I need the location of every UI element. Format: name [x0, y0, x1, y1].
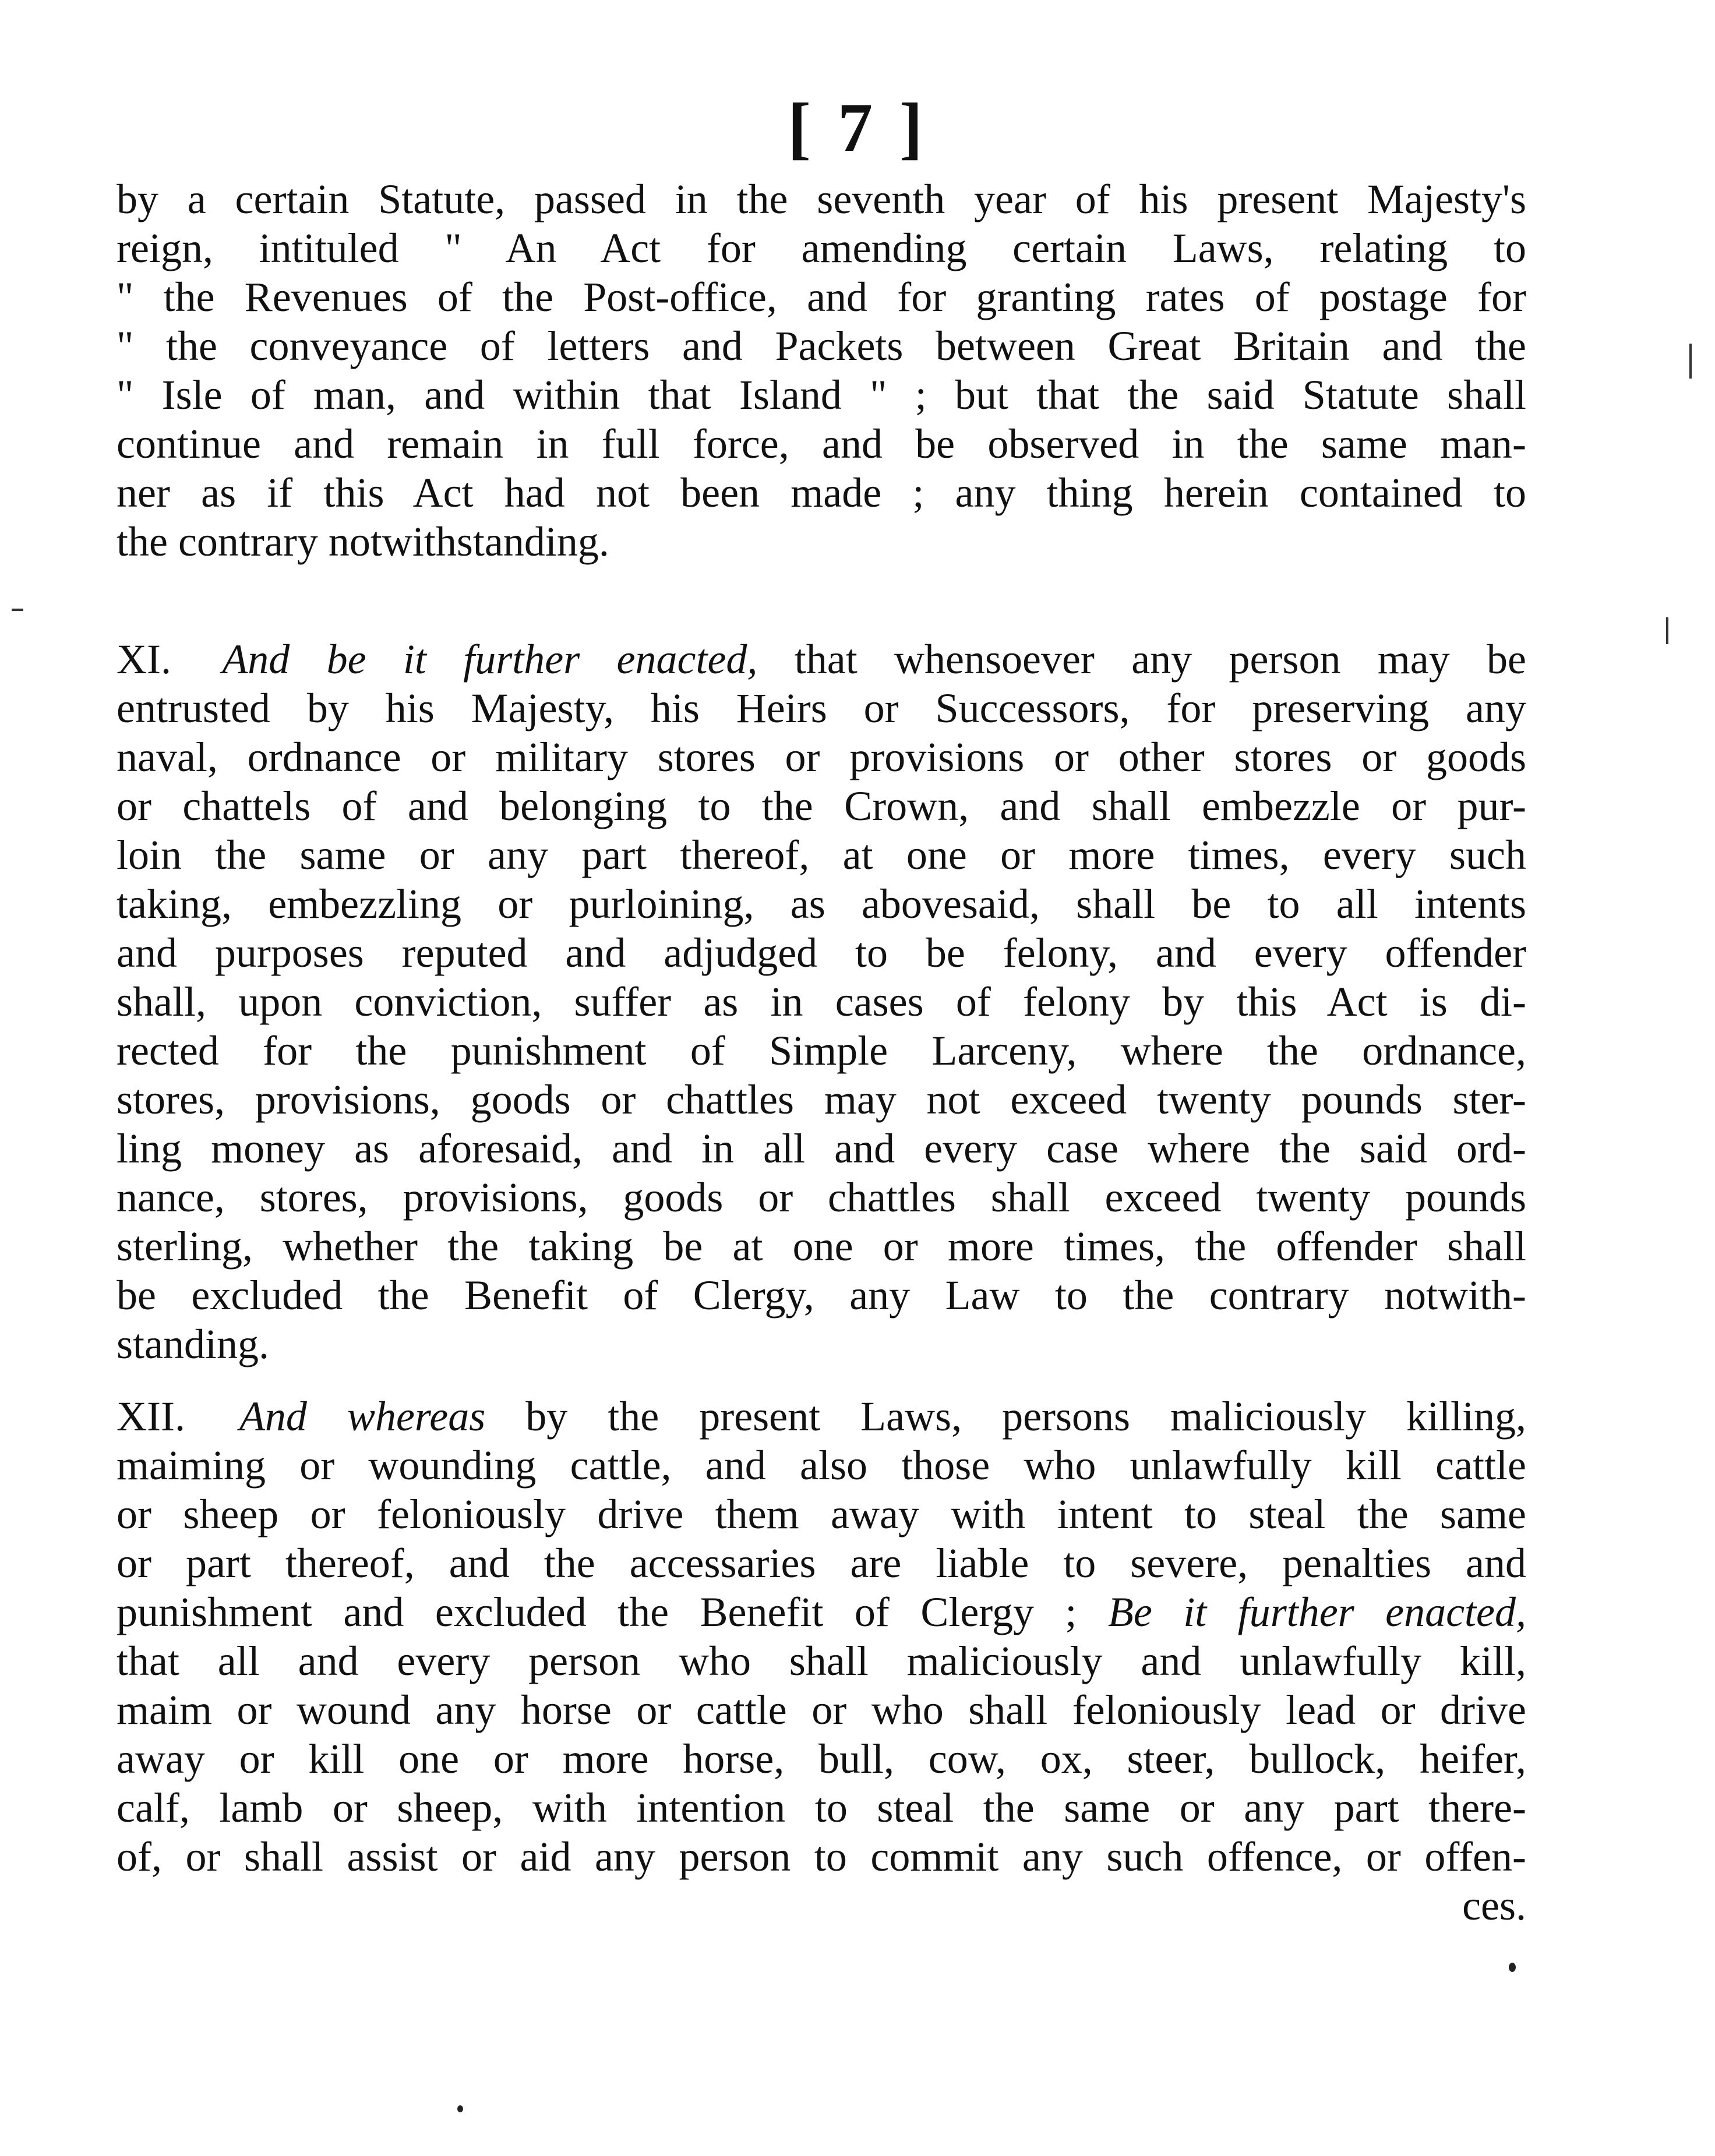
- section-number: XII.: [117, 1393, 185, 1440]
- text-line: ner as if this Act had not been made ; any thing herein contained to: [117, 469, 1526, 516]
- section-number: XI.: [117, 636, 171, 683]
- italic-lead: And be it further enacted,: [222, 636, 758, 683]
- text-line: maim or wound any horse or cattle or who shall feloniously lead or drive: [117, 1687, 1526, 1733]
- paragraph-continued: [117, 175, 1526, 566]
- scan-speck: [457, 2105, 463, 2112]
- text-line-with-italic: [117, 1588, 1526, 1637]
- text-line: be excluded the Benefit of Clergy, any Law to the contrary notwith-: [117, 1272, 1526, 1319]
- text-line: maiming or wounding cattle, and also those who unlawfully kill cattle: [117, 1442, 1526, 1489]
- text-line: " Isle of man, and within that Island " ; but that the said Statute shall: [117, 372, 1526, 418]
- text-line: that all and every person who shall maliciously and unlawfully kill,: [117, 1638, 1526, 1684]
- text-line: and purposes reputed and adjudged to be felony, and every offender: [117, 929, 1526, 976]
- scan-mark: [1689, 344, 1692, 379]
- text-line: continue and remain in full force, and be observed in the same man-: [117, 420, 1526, 467]
- scan-speck: [1509, 1963, 1516, 1972]
- text-line: or part thereof, and the accessaries are liable to severe, penalties and: [117, 1540, 1526, 1586]
- text-line-start: punishment and excluded the Benefit of Clergy ;: [117, 1589, 1077, 1635]
- text-line: " the conveyance of letters and Packets between Great Britain and the: [117, 323, 1526, 369]
- text-line: of, or shall assist or aid any person to commit any such offence, or offen-: [117, 1833, 1526, 1880]
- text-line: shall, upon conviction, suffer as in cases of felony by this Act is di-: [117, 978, 1526, 1025]
- text-line: or sheep or feloniously drive them away with intent to steal the same: [117, 1491, 1526, 1538]
- paragraph-section-11: [117, 635, 1526, 1369]
- text-line: entrusted by his Majesty, his Heirs or Successors, for preserving any: [117, 685, 1526, 731]
- text-line: " the Revenues of the Post-office, and for granting rates of postage for: [117, 274, 1526, 320]
- text-line: calf, lamb or sheep, with intention to steal the same or any part there-: [117, 1784, 1526, 1831]
- catchword: ces.: [1462, 1882, 1526, 1929]
- text-line-rest: that whensoever any person may be: [794, 636, 1526, 683]
- text-line: away or kill one or more horse, bull, cow, ox, steer, bullock, heifer,: [117, 1736, 1526, 1782]
- page-number: [ 7 ]: [788, 89, 927, 166]
- text-line: taking, embezzling or purloining, as abovesaid, shall be to all intents: [117, 881, 1526, 927]
- text-line: by a certain Statute, passed in the seventh year of his present Majesty's: [117, 176, 1526, 222]
- paragraph-section-12: [117, 1392, 1526, 1930]
- text-line: stores, provisions, goods or chattles may not exceed twenty pounds ster-: [117, 1076, 1526, 1123]
- text-line: naval, ordnance or military stores or provisions or other stores or goods: [117, 734, 1526, 780]
- text-line-first: [117, 635, 1526, 684]
- text-line-first: [117, 1392, 1526, 1441]
- text-line: loin the same or any part thereof, at one or more times, every such: [117, 832, 1526, 878]
- text-line: sterling, whether the taking be at one or more times, the offender shall: [117, 1223, 1526, 1270]
- text-line-rest: by the present Laws, persons maliciously killing,: [525, 1393, 1526, 1440]
- text-line: the contrary notwithstanding.: [117, 518, 609, 565]
- italic-inline: Be it further enacted,: [1107, 1589, 1526, 1635]
- text-line: standing.: [117, 1321, 269, 1367]
- text-line: ling money as aforesaid, and in all and every case where the said ord-: [117, 1125, 1526, 1172]
- italic-lead: And whereas: [239, 1393, 486, 1440]
- scan-mark: [1666, 617, 1668, 644]
- text-line: rected for the punishment of Simple Larceny, where the ordnance,: [117, 1027, 1526, 1074]
- scan-mark: [12, 609, 23, 611]
- text-line: nance, stores, provisions, goods or chattles shall exceed twenty pounds: [117, 1174, 1526, 1221]
- text-line: reign, intituled " An Act for amending certain Laws, relating to: [117, 225, 1526, 271]
- text-line: or chattels of and belonging to the Crown, and shall embezzle or pur-: [117, 783, 1526, 829]
